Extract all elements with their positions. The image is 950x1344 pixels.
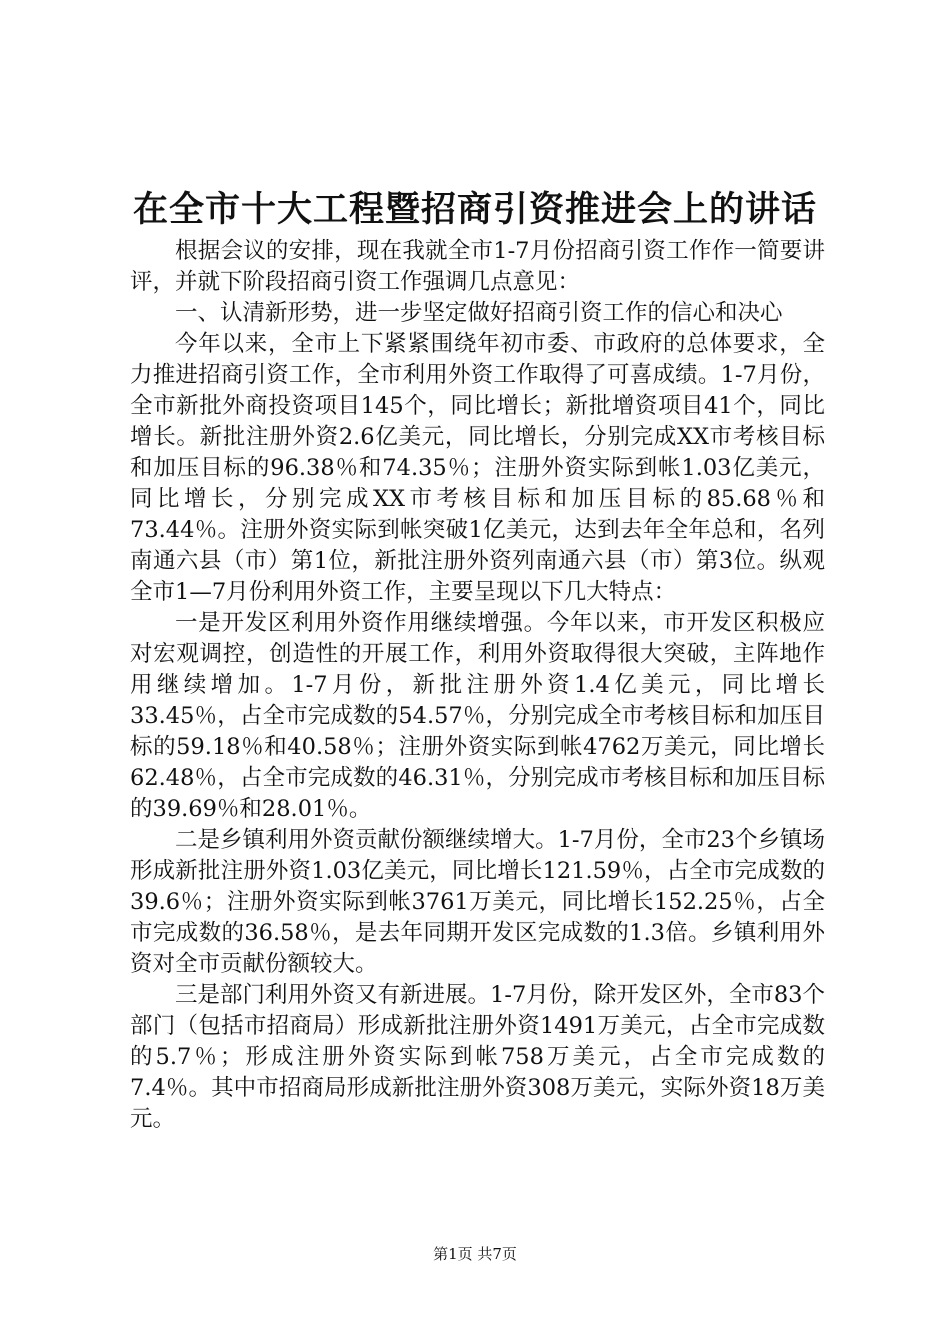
paragraph-section-heading: 一、认清新形势，进一步坚定做好招商引资工作的信心和决心 <box>175 300 783 326</box>
paragraph-overview: 今年以来，全市上下紧紧围绕年初市委、市政府的总体要求，全力推进招商引资工作，全市利用外资工作取得了可喜成绩。1-7月份，全市新批外商投资项目145个，同比增长；新批增资项目41个，同比增长。新批注册外资2.6亿美元，同比增长，分别完成XX市考核目标和加压目标的96.38％和74.35％；注册外资实际到帐1.03亿美元，同比增长，分别完成XX市考核目标和加压目标的85.68％和73.44％。注册外资实际到帐突破1亿美元，达到去年全年总和，名列南通六县（市）第1位，新批注册外资列南通六县（市）第3位。纵观全市1—7月份利用外资工作，主要呈现以下几大特点： <box>130 331 825 605</box>
document-title: 在全市十大工程暨招商引资推进会上的讲话 <box>132 189 817 230</box>
page-number-footer: 第1页 共7页 <box>433 1245 517 1263</box>
document-body <box>130 236 825 1135</box>
paragraph-point-three: 三是部门利用外资又有新进展。1-7月份，除开发区外，全市83个部门（包括市招商局）形成新批注册外资1491万美元，占全市完成数的5.7％；形成注册外资实际到帐758万美元，占全市完成数的7.4％。其中市招商局形成新批注册外资308万美元，实际外资18万美元。 <box>130 982 825 1132</box>
paragraph-intro: 根据会议的安排，现在我就全市1-7月份招商引资工作作一简要讲评，并就下阶段招商引资工作强调几点意见： <box>130 238 825 295</box>
paragraph-point-one: 一是开发区利用外资作用继续增强。今年以来，市开发区积极应对宏观调控，创造性的开展工作，利用外资取得很大突破，主阵地作用继续增加。1-7月份，新批注册外资1.4亿美元，同比增长33.45％，占全市完成数的54.57％，分别完成全市考核目标和加压目标的59.18％和40.58％；注册外资实际到帐4762万美元，同比增长62.48％，占全市完成数的46.31％，分别完成市考核目标和加压目标的39.69％和28.01％。 <box>130 610 825 822</box>
paragraph-point-two: 二是乡镇利用外资贡献份额继续增大。1-7月份，全市23个乡镇场形成新批注册外资1.03亿美元，同比增长121.59％，占全市完成数的39.6％；注册外资实际到帐3761万美元，同比增长152.25％，占全市完成数的36.58％，是去年同期开发区完成数的1.3倍。乡镇利用外资对全市贡献份额较大。 <box>130 827 825 977</box>
